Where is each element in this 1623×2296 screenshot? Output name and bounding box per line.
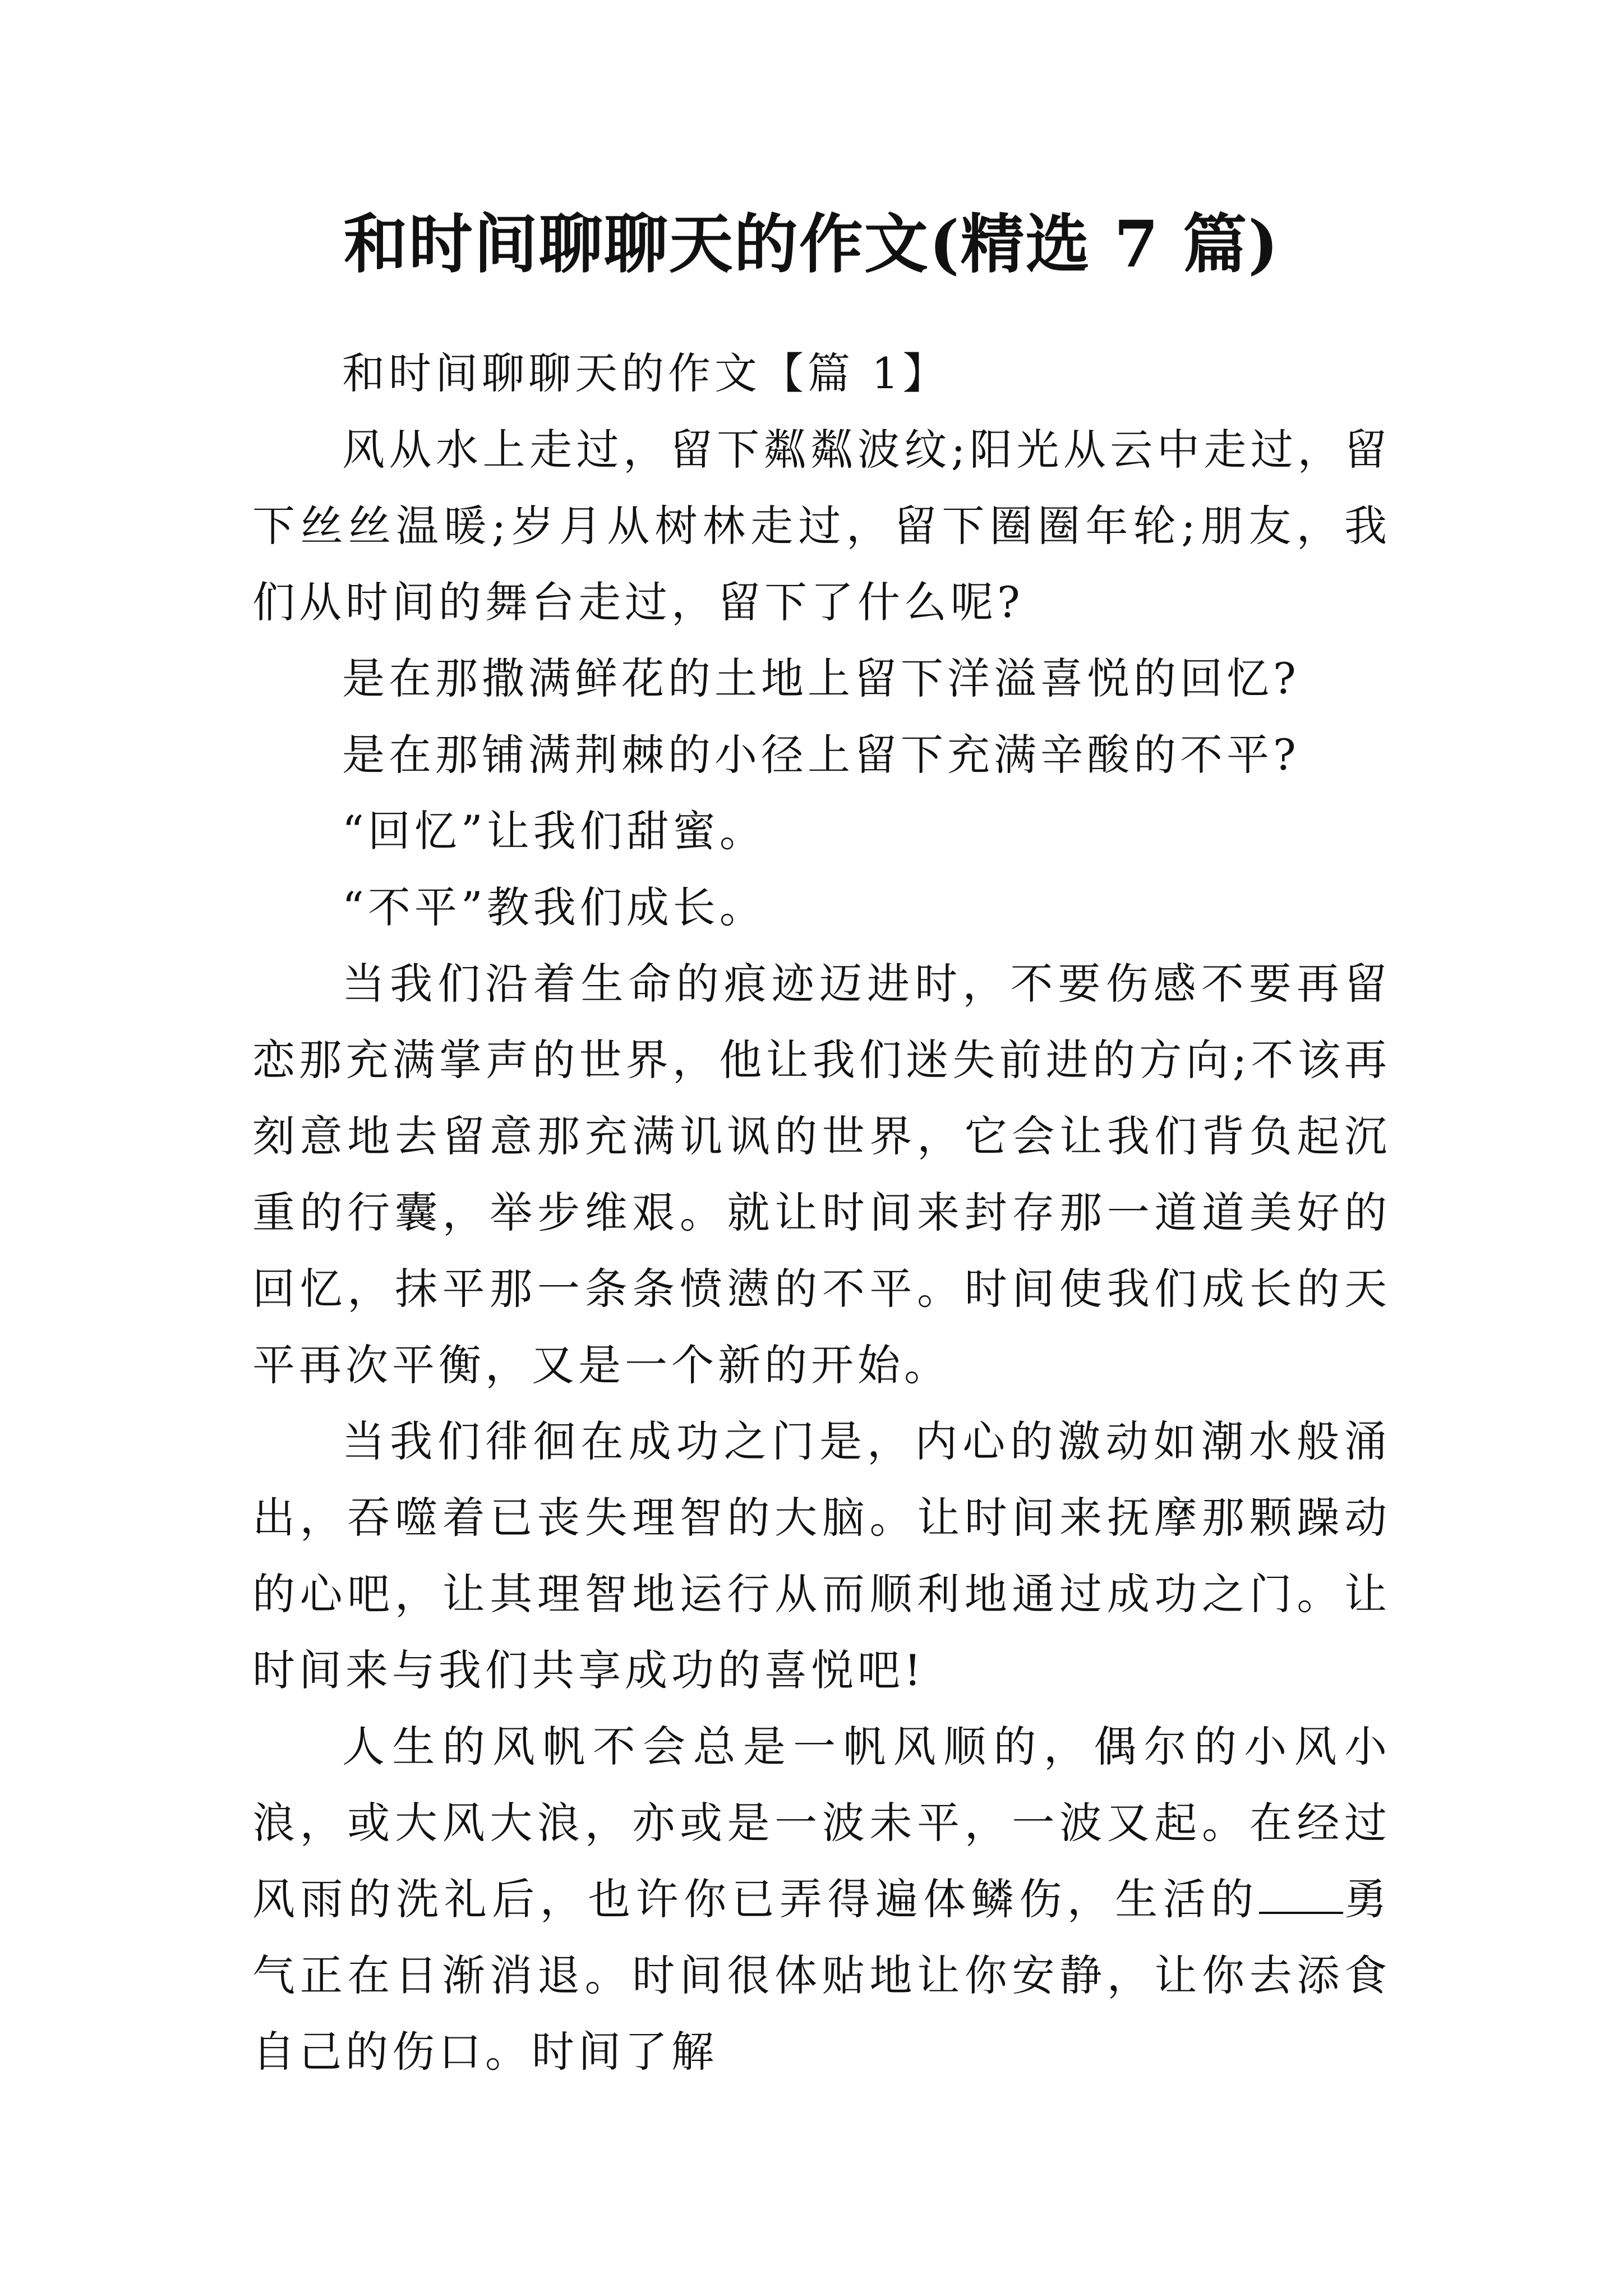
paragraph-with-blank bbox=[252, 1709, 1391, 2090]
paragraph: 风从水上走过，留下粼粼波纹;阳光从云中走过，留下丝丝温暖;岁月从树林走过，留下圈圈年轮;朋友，我们从时间的舞台走过，留下了什么呢? bbox=[252, 425, 1391, 627]
paragraph: “不平”教我们成长。 bbox=[342, 882, 766, 932]
document-body bbox=[252, 335, 1391, 2090]
document-title: 和时间聊聊天的作文(精选 7 篇) bbox=[343, 206, 1280, 282]
paragraph-text-before-blank: 人生的风帆不会总是一帆风顺的，偶尔的小风小浪，或大风大浪，亦或是一波未平，一波又起。在经过风雨的洗礼后，也许你已弄得遍体鳞伤，生活的 bbox=[252, 1722, 1391, 1924]
paragraph: 是在那铺满荆棘的小径上留下充满辛酸的不平? bbox=[342, 730, 1300, 780]
paragraph: 是在那撒满鲜花的土地上留下洋溢喜悦的回忆? bbox=[342, 654, 1300, 703]
paragraph-text-after-blank: 勇气正在日渐消退。时间很体贴地让你安静，让你去添食自己的伤口。时间了解 bbox=[252, 1874, 1391, 2077]
fill-in-blank bbox=[1259, 1869, 1343, 1914]
paragraph: “回忆”让我们甜蜜。 bbox=[342, 806, 766, 856]
paragraph: 当我们徘徊在成功之门是，内心的激动如潮水般涌出，吞噬着已丧失理智的大脑。让时间来抚摩那颗躁动的心吧，让其理智地运行从而顺利地通过成功之门。让时间来与我们共享成功的喜悦吧! bbox=[252, 1416, 1391, 1695]
section-heading: 和时间聊聊天的作文【篇 1】 bbox=[342, 348, 949, 398]
paragraph: 当我们沿着生命的痕迹迈进时，不要伤感不要再留恋那充满掌声的世界，他让我们迷失前进的方向;不该再刻意地去留意那充满讥讽的世界，它会让我们背负起沉重的行囊，举步维艰。就让时间来封存那一道道美好的回忆，抹平那一条条愤懑的不平。时间使我们成长的天平再次平衡，又是一个新的开始。 bbox=[252, 959, 1391, 1390]
